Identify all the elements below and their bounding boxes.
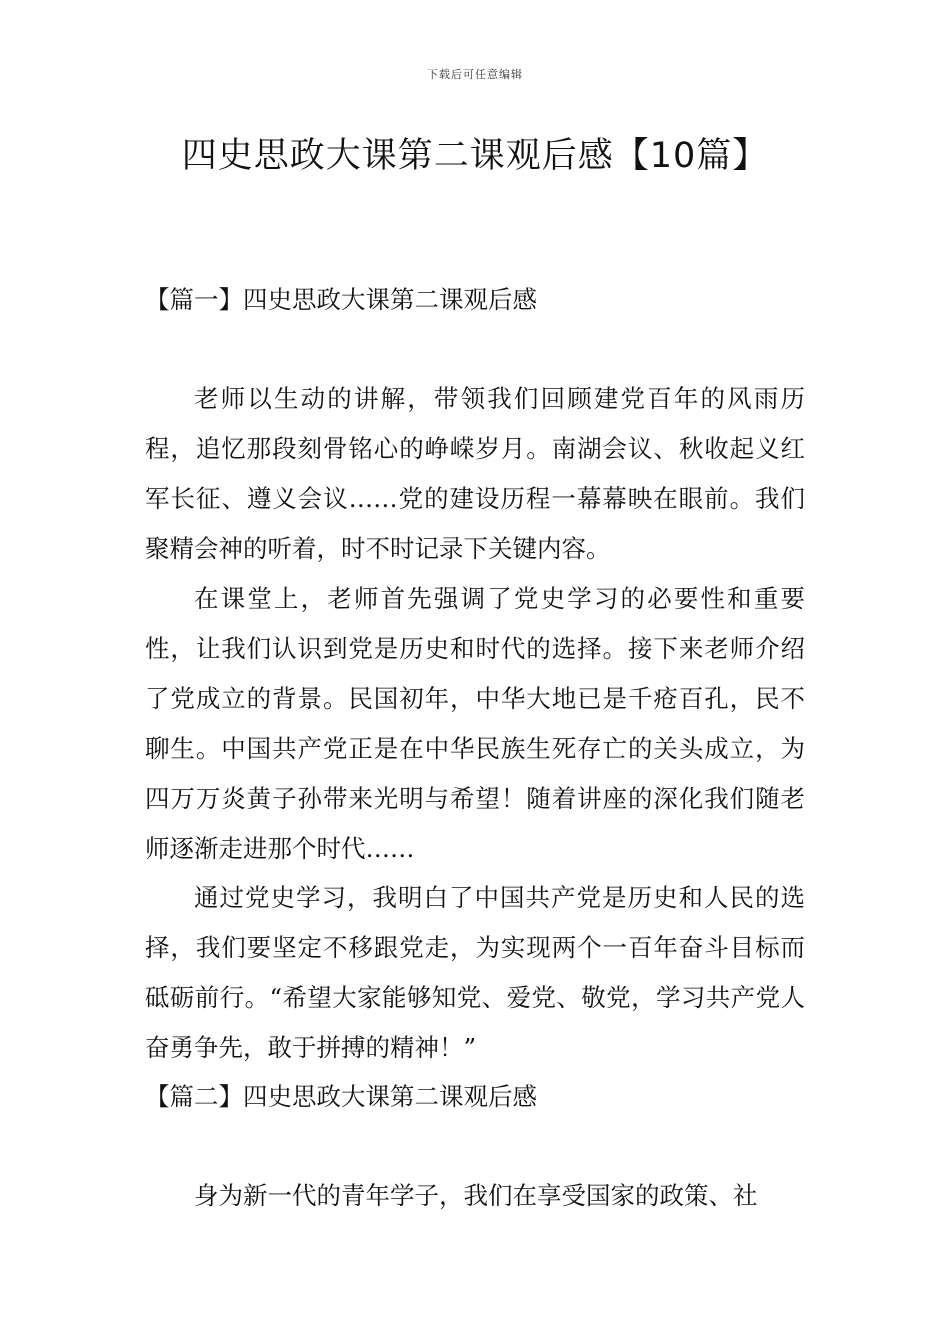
section-2-paragraph-1: 身为新一代的青年学子，我们在享受国家的政策、社 xyxy=(194,1181,758,1210)
section-1-paragraph-3: 通过党史学习，我明白了中国共产党是历史和人民的选择，我们要坚定不移跟党走，为实现两个一百年奋斗目标而砥砺前行。“希望大家能够知党、爱党、敬党，学习共产党人奋勇争先，敢于拼搏的精神！” xyxy=(145,883,805,1062)
document-title: 四史思政大课第二课观后感【10篇】 xyxy=(181,136,769,176)
section-heading-2: 【篇二】四史思政大课第二课观后感 xyxy=(145,1082,537,1111)
section-1-paragraph-2: 在课堂上，老师首先强调了党史学习的必要性和重要性，让我们认识到党是历史和时代的选择。接下来老师介绍了党成立的背景。民国初年，中华大地已是千疮百孔，民不聊生。中国共产党正是在中华民族生死存亡的关头成立，为四万万炎黄子孙带来光明与希望！随着讲座的深化我们随老师逐渐走进那个时代…… xyxy=(145,584,805,863)
section-1-paragraph-1: 老师以生动的讲解，带领我们回顾建党百年的风雨历程，追忆那段刻骨铭心的峥嵘岁月。南湖会议、秋收起义红军长征、遵义会议……党的建设历程一幕幕映在眼前。我们聚精会神的听着，时不时记录下关键内容。 xyxy=(145,384,805,563)
page-header-note: 下载后可任意编辑 xyxy=(427,68,523,81)
section-heading-1: 【篇一】四史思政大课第二课观后感 xyxy=(145,285,537,314)
